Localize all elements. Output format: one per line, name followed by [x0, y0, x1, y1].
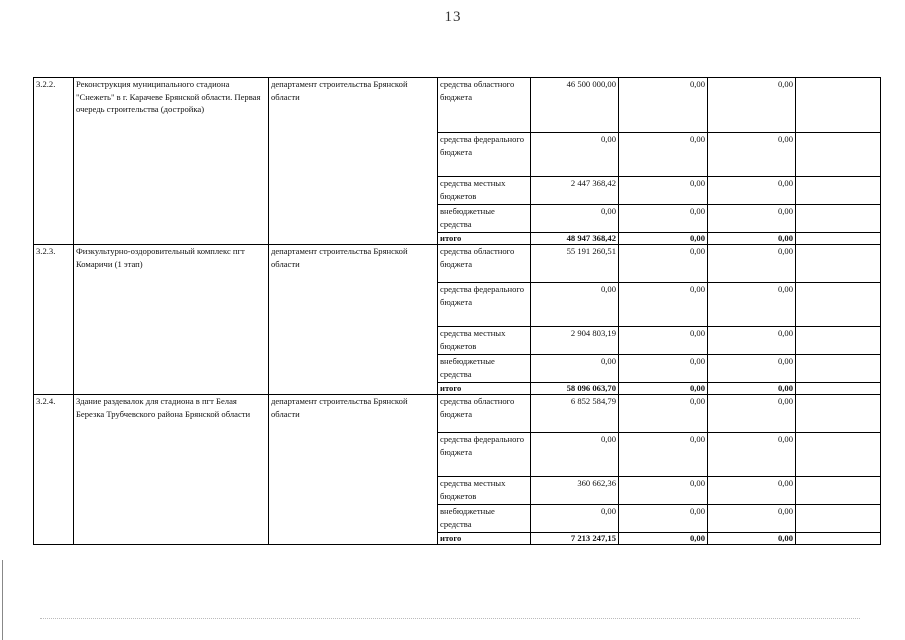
funding-source: средства федерального бюджета [438, 133, 531, 177]
amount-cell: 0,00 [708, 327, 796, 355]
amount-cell: 0,00 [708, 477, 796, 505]
amount-cell: 0,00 [708, 205, 796, 233]
amount-cell: 0,00 [708, 133, 796, 177]
total-amount [796, 383, 881, 395]
total-amount [796, 233, 881, 245]
page-number: 13 [444, 9, 462, 25]
amount-cell: 0,00 [708, 78, 796, 133]
total-amount: 48 947 368,42 [531, 233, 619, 245]
amount-cell: 0,00 [531, 205, 619, 233]
amount-cell: 0,00 [531, 355, 619, 383]
amount-cell: 0,00 [708, 505, 796, 533]
amount-cell: 0,00 [619, 283, 708, 327]
amount-cell: 46 500 000,00 [531, 78, 619, 133]
amount-cell [796, 133, 881, 177]
amount-cell: 0,00 [619, 133, 708, 177]
funding-source: внебюджетные средства [438, 355, 531, 383]
amount-cell: 0,00 [531, 505, 619, 533]
amount-cell: 0,00 [619, 78, 708, 133]
total-amount: 0,00 [708, 383, 796, 395]
amount-cell: 0,00 [619, 245, 708, 283]
amount-cell: 0,00 [531, 283, 619, 327]
section-number: 3.2.3. [34, 245, 74, 395]
funding-source: средства местных бюджетов [438, 477, 531, 505]
amount-cell [796, 177, 881, 205]
amount-cell: 0,00 [531, 133, 619, 177]
amount-cell [796, 477, 881, 505]
table-row [34, 245, 881, 283]
section-executor: департамент строительства Брянской области [269, 245, 438, 395]
scan-edge-mark [2, 560, 3, 640]
amount-cell: 0,00 [619, 205, 708, 233]
total-amount: 7 213 247,15 [531, 533, 619, 545]
total-amount: 0,00 [619, 383, 708, 395]
section-name: Физкультурно-оздоровительный комплекс пгт Комаричи (1 этап) [74, 245, 269, 395]
amount-cell [796, 205, 881, 233]
amount-cell [796, 283, 881, 327]
amount-cell: 0,00 [619, 477, 708, 505]
total-amount: 58 096 063,70 [531, 383, 619, 395]
amount-cell: 0,00 [531, 433, 619, 477]
section-executor: департамент строительства Брянской области [269, 395, 438, 545]
amount-cell: 2 904 803,19 [531, 327, 619, 355]
total-amount: 0,00 [708, 533, 796, 545]
amount-cell: 0,00 [619, 433, 708, 477]
total-label: итого [438, 233, 531, 245]
total-amount: 0,00 [619, 533, 708, 545]
total-label: итого [438, 533, 531, 545]
total-amount [796, 533, 881, 545]
budget-table-body [34, 78, 881, 545]
amount-cell: 6 852 584,79 [531, 395, 619, 433]
table-row [34, 78, 881, 133]
amount-cell: 0,00 [708, 395, 796, 433]
amount-cell [796, 78, 881, 133]
amount-cell [796, 433, 881, 477]
funding-source: внебюджетные средства [438, 505, 531, 533]
section-name: Здание раздевалок для стадиона в пгт Белая Березка Трубчевского района Брянской области [74, 395, 269, 545]
funding-source: средства областного бюджета [438, 245, 531, 283]
section-number: 3.2.2. [34, 78, 74, 245]
amount-cell: 0,00 [619, 395, 708, 433]
section-name: Реконструкция муниципального стадиона "Снежеть" в г. Карачеве Брянской области. Первая очередь строительства (достройка) [74, 78, 269, 245]
funding-source: средства областного бюджета [438, 78, 531, 133]
amount-cell: 55 191 260,51 [531, 245, 619, 283]
amount-cell: 0,00 [619, 327, 708, 355]
amount-cell: 360 662,36 [531, 477, 619, 505]
table-row [34, 395, 881, 433]
total-amount: 0,00 [619, 233, 708, 245]
amount-cell: 0,00 [708, 355, 796, 383]
amount-cell: 0,00 [708, 283, 796, 327]
funding-source: средства местных бюджетов [438, 177, 531, 205]
amount-cell: 0,00 [619, 355, 708, 383]
total-label: итого [438, 383, 531, 395]
amount-cell [796, 505, 881, 533]
funding-source: средства местных бюджетов [438, 327, 531, 355]
amount-cell: 0,00 [708, 177, 796, 205]
funding-source: средства федерального бюджета [438, 283, 531, 327]
total-amount: 0,00 [708, 233, 796, 245]
amount-cell: 0,00 [619, 505, 708, 533]
amount-cell: 0,00 [708, 433, 796, 477]
amount-cell: 2 447 368,42 [531, 177, 619, 205]
amount-cell: 0,00 [708, 245, 796, 283]
section-executor: департамент строительства Брянской области [269, 78, 438, 245]
amount-cell: 0,00 [619, 177, 708, 205]
budget-table [33, 77, 881, 545]
funding-source: средства федерального бюджета [438, 433, 531, 477]
funding-source: средства областного бюджета [438, 395, 531, 433]
amount-cell [796, 395, 881, 433]
amount-cell [796, 327, 881, 355]
amount-cell [796, 245, 881, 283]
funding-source: внебюджетные средства [438, 205, 531, 233]
scan-artifact-line [40, 618, 860, 619]
section-number: 3.2.4. [34, 395, 74, 545]
amount-cell [796, 355, 881, 383]
